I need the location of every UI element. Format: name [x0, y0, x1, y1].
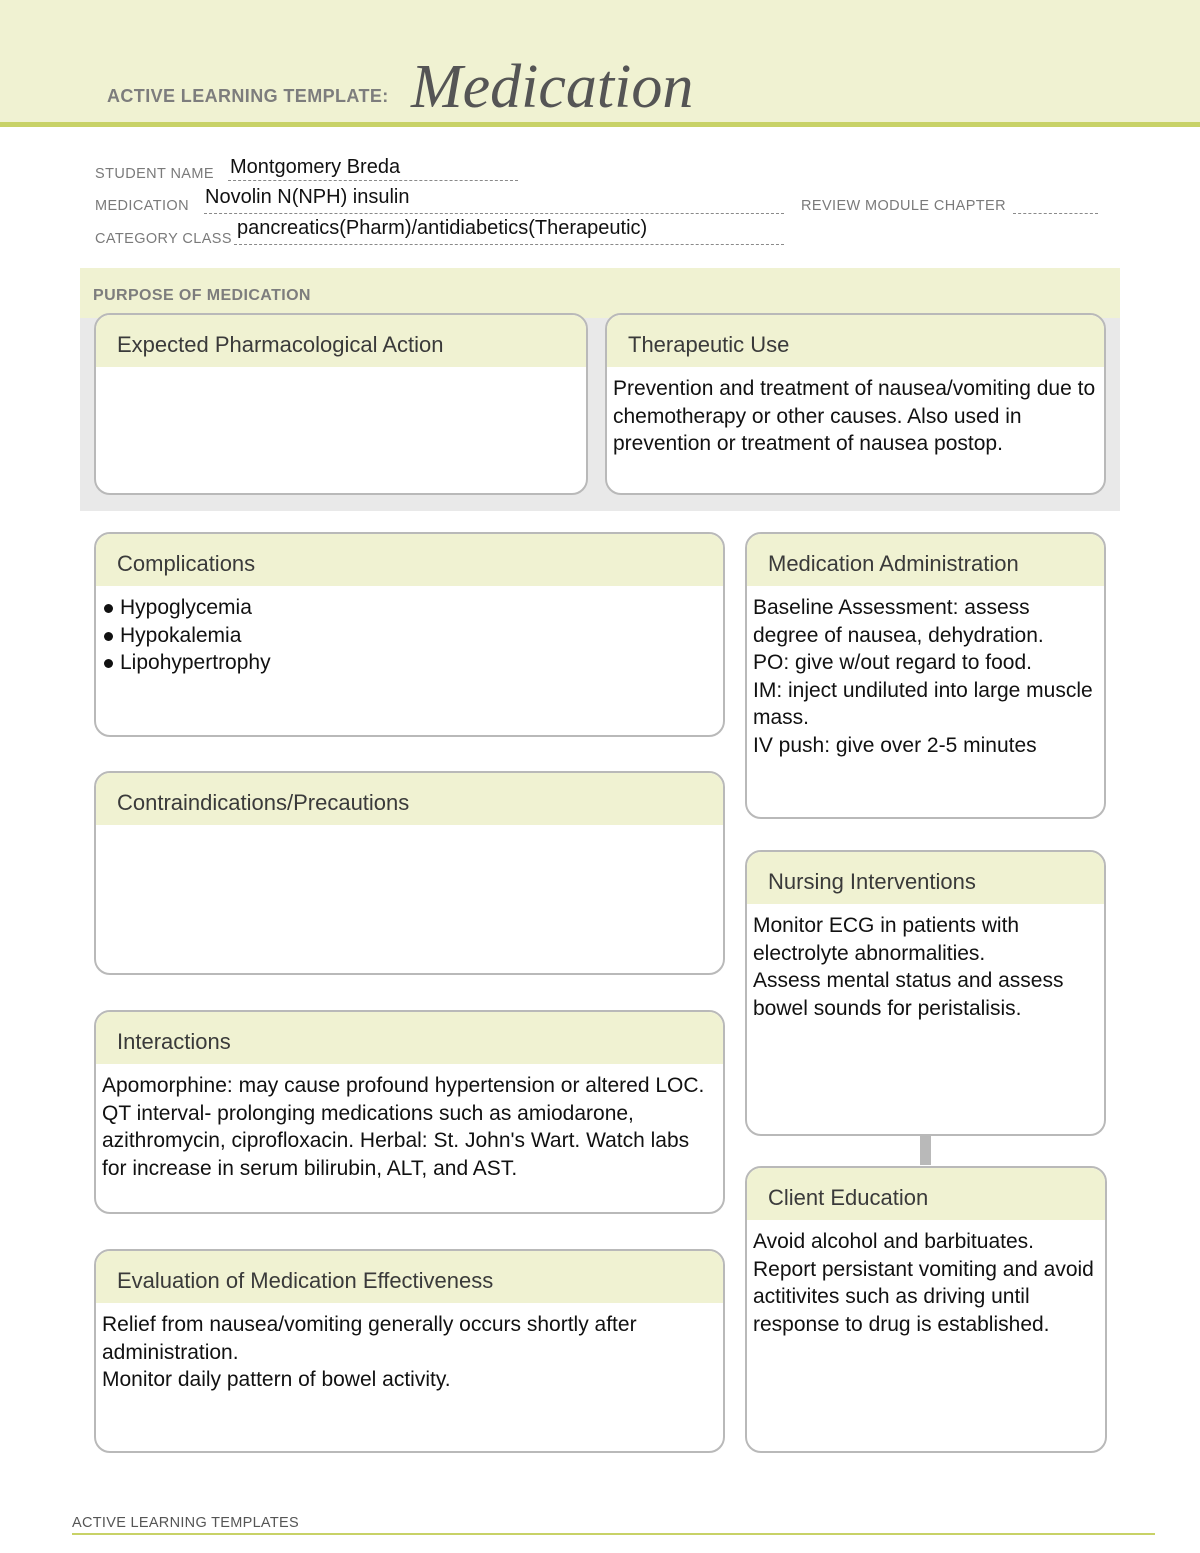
interactions-heading: Interactions — [96, 1012, 723, 1064]
therapeutic-use-heading: Therapeutic Use — [607, 315, 1104, 367]
contraindications-heading: Contraindications/Precautions — [96, 773, 723, 825]
therapeutic-use-box[interactable] — [605, 313, 1106, 495]
student-name-label: STUDENT NAME — [95, 166, 214, 182]
bullet-icon — [104, 604, 113, 613]
medication-administration-body[interactable] — [747, 586, 1104, 759]
complications-heading: Complications — [96, 534, 723, 586]
review-module-label: REVIEW MODULE CHAPTER — [801, 198, 1006, 214]
evaluation-line: Relief from nausea/vomiting generally occurs shortly after administration. — [102, 1313, 637, 1364]
footer-rule — [72, 1533, 1155, 1535]
interactions-box[interactable] — [94, 1010, 725, 1214]
category-class-label: CATEGORY CLASS — [95, 231, 232, 247]
admin-line: IV push: give over 2-5 minutes — [753, 733, 1037, 757]
contraindications-body[interactable] — [96, 825, 723, 833]
client-education-heading: Client Education — [747, 1168, 1105, 1220]
medication-administration-heading: Medication Administration — [747, 534, 1104, 586]
complications-box[interactable] — [94, 532, 725, 737]
template-title: Medication — [411, 53, 694, 121]
expected-action-box[interactable] — [94, 313, 588, 495]
admin-line: IM: inject undiluted into large muscle mass. — [753, 678, 1093, 729]
list-item: Hypoglycemia — [102, 594, 717, 622]
contraindications-box[interactable] — [94, 771, 725, 975]
medication-field[interactable]: Novolin N(NPH) insulin — [205, 186, 410, 208]
nursing-interventions-body[interactable] — [747, 904, 1104, 1022]
expected-action-body[interactable] — [96, 367, 586, 375]
therapeutic-use-body[interactable]: Prevention and treatment of nausea/vomiting due to chemotherapy or other causes. Also used in prevention or treatment of nausea postop. — [613, 377, 1096, 455]
intervention-line: Assess mental status and assess bowel sounds for peristalisis. — [753, 969, 1064, 1020]
evaluation-box[interactable] — [94, 1249, 725, 1453]
expected-action-heading: Expected Pharmacological Action — [96, 315, 586, 367]
nursing-interventions-heading: Nursing Interventions — [747, 852, 1104, 904]
list-item: Hypokalemia — [102, 622, 717, 650]
admin-line: PO: give w/out regard to food. — [753, 651, 1032, 674]
nursing-interventions-box[interactable] — [745, 850, 1106, 1136]
template-label: ACTIVE LEARNING TEMPLATE: — [107, 86, 389, 106]
evaluation-body[interactable] — [96, 1303, 723, 1394]
evaluation-heading: Evaluation of Medication Effectiveness — [96, 1251, 723, 1303]
client-education-box[interactable] — [745, 1166, 1107, 1453]
intervention-line: Monitor ECG in patients with electrolyte abnormalities. — [753, 914, 1020, 965]
footer-label: ACTIVE LEARNING TEMPLATES — [72, 1515, 299, 1531]
student-name-underline — [228, 180, 518, 181]
medication-underline — [204, 213, 784, 214]
client-education-body[interactable]: Avoid alcohol and barbituates. Report persistant vomiting and avoid actitivites such as driving until response to drug is established. — [753, 1230, 1094, 1336]
bullet-icon — [104, 659, 113, 668]
category-class-underline — [234, 244, 784, 245]
review-module-field[interactable] — [1013, 213, 1098, 214]
evaluation-line: Monitor daily pattern of bowel activity. — [102, 1368, 451, 1391]
student-name-field[interactable]: Montgomery Breda — [230, 156, 401, 178]
box-connector — [920, 1135, 931, 1165]
medication-administration-box[interactable] — [745, 532, 1106, 819]
category-class-field[interactable]: pancreatics(Pharm)/antidiabetics(Therapeutic) — [237, 217, 648, 239]
purpose-section-label: PURPOSE OF MEDICATION — [93, 287, 311, 304]
admin-line: Baseline Assessment: assess degree of nausea, dehydration. — [753, 596, 1044, 647]
bullet-icon — [104, 632, 113, 641]
list-item: Lipohypertrophy — [102, 649, 717, 677]
interactions-body[interactable]: Apomorphine: may cause profound hypertension or altered LOC. QT interval- prolonging medications such as amiodarone, azithromycin, ciprofloxacin. Herbal: St. John's Wart. Watch labs for increase in serum bilirubin, ALT, and AST. — [102, 1074, 705, 1180]
medication-label: MEDICATION — [95, 198, 189, 214]
complications-list — [102, 594, 717, 677]
